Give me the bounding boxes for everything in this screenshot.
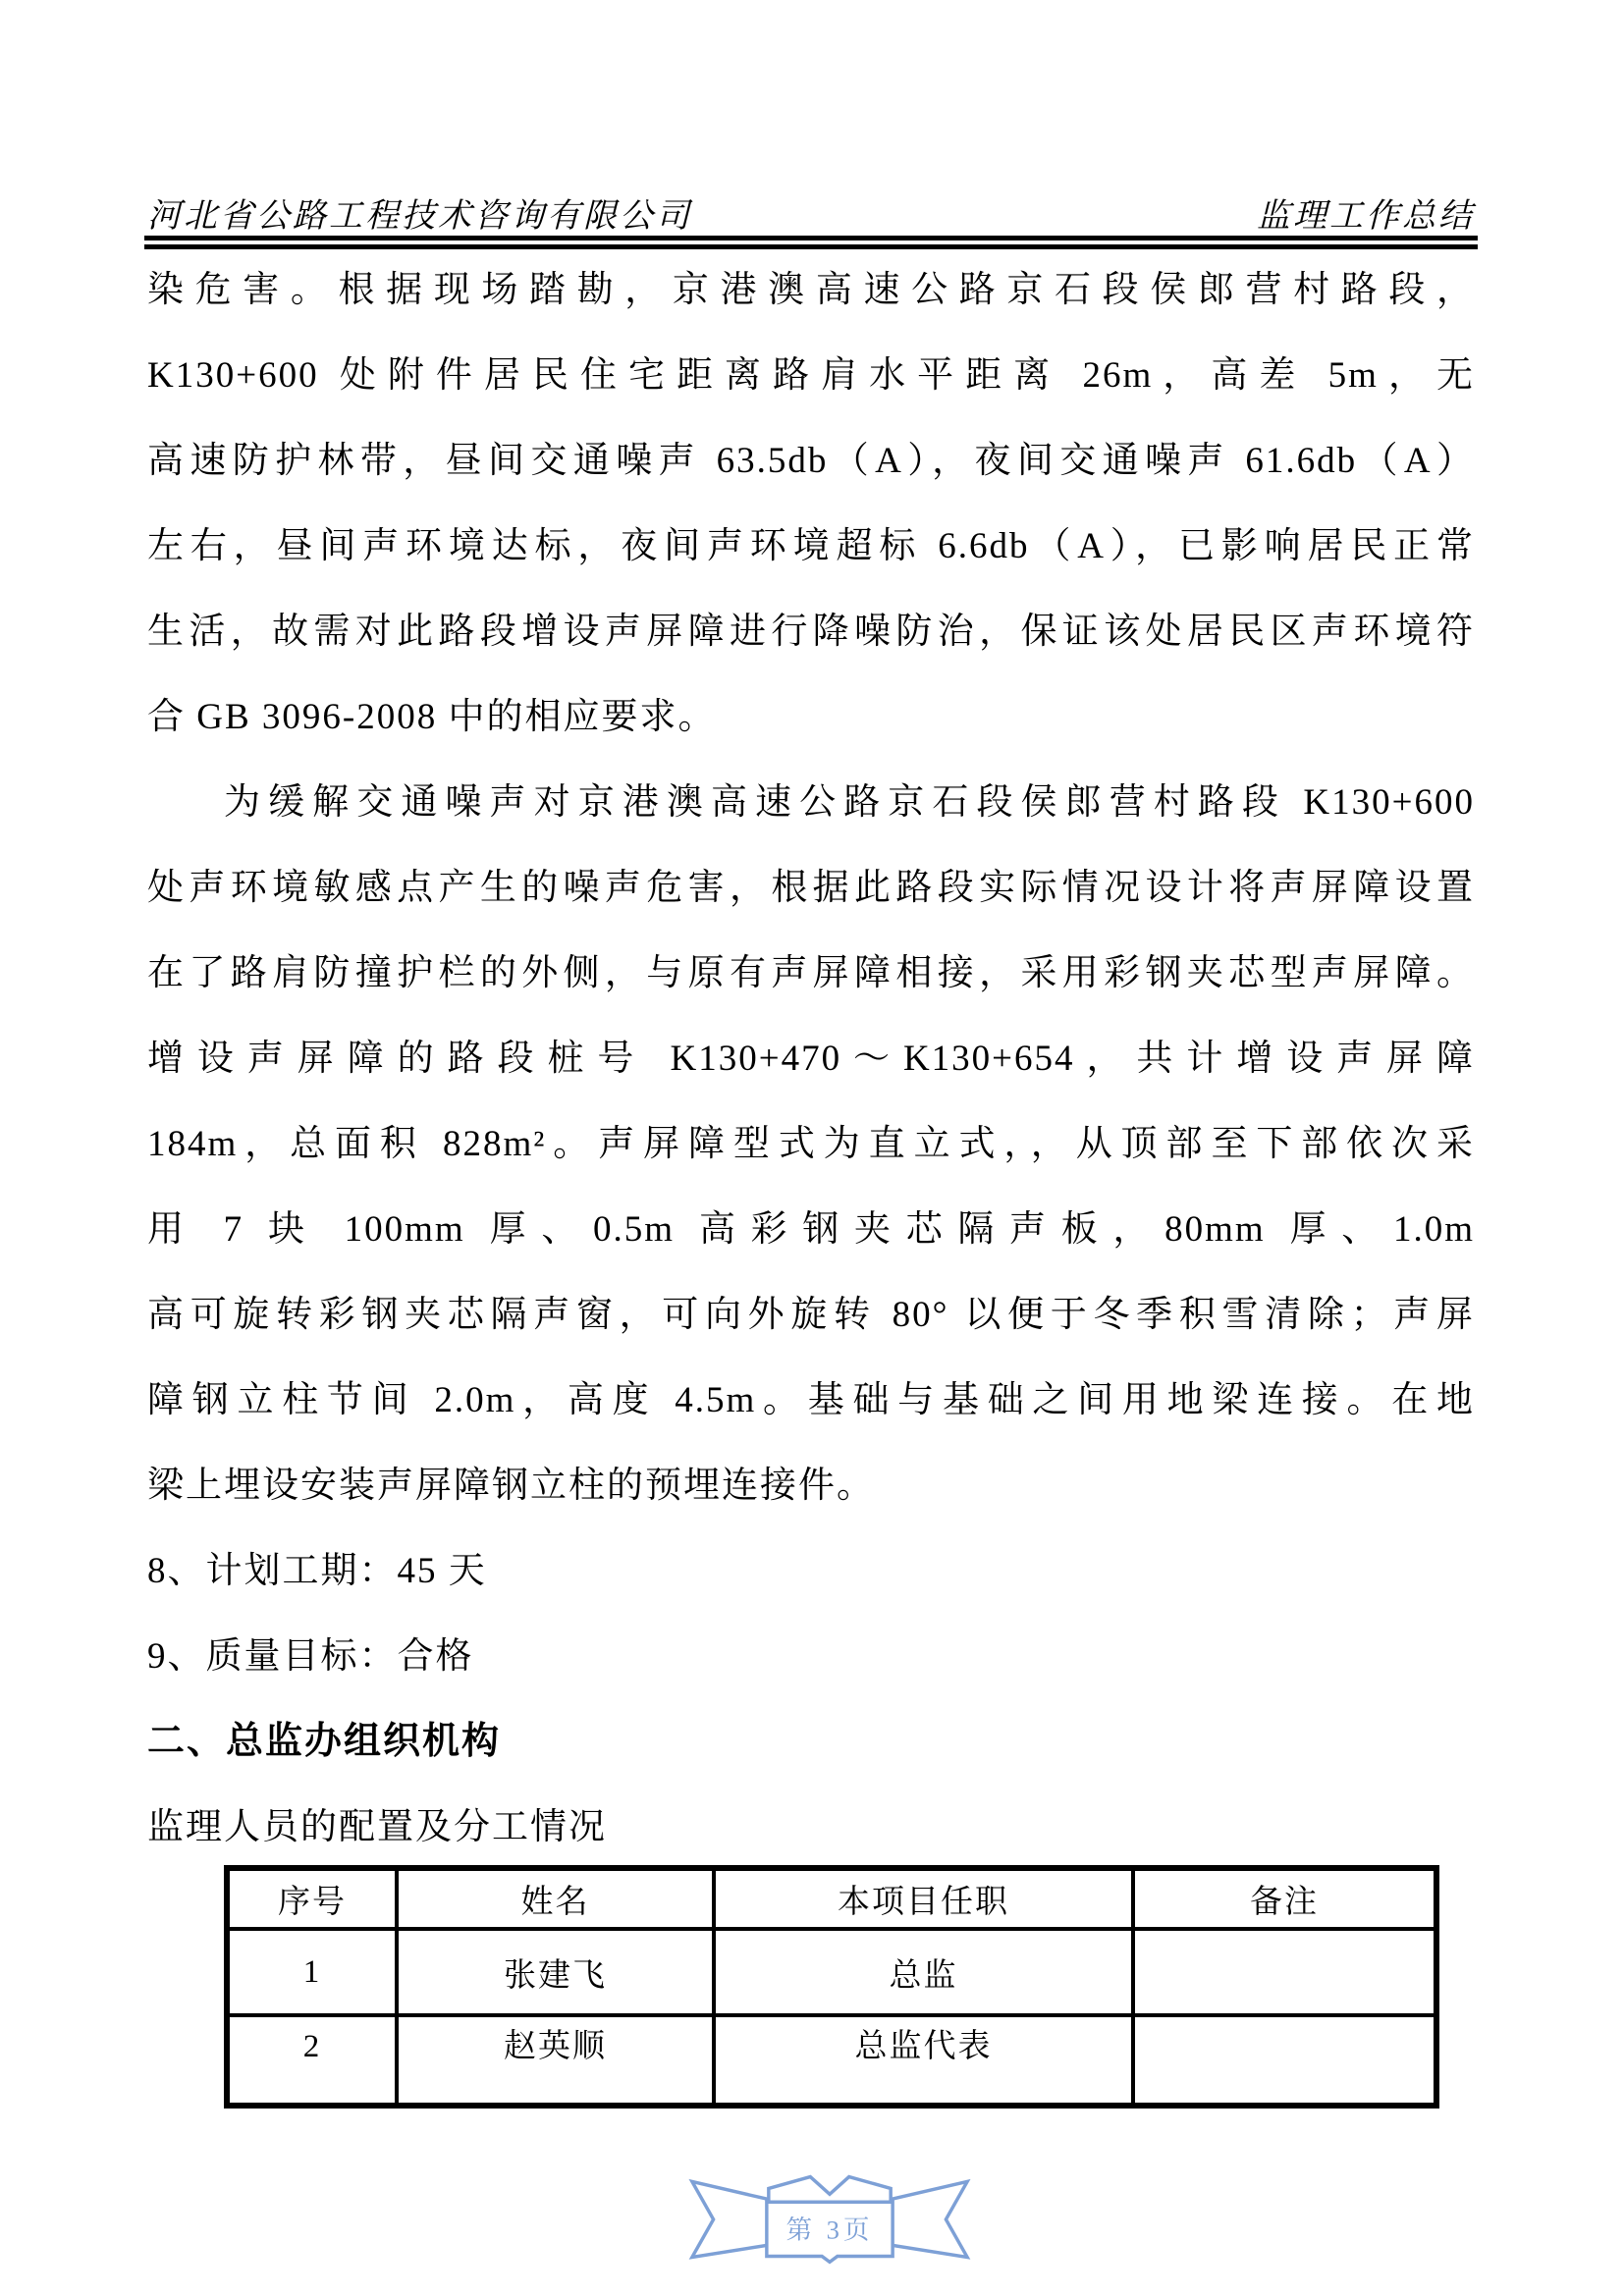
body-line: 184m，总面积 828m²。声屏障型式为直立式，，从顶部至下部依次采 bbox=[147, 1124, 1475, 1164]
table-cell: 2 bbox=[227, 2015, 397, 2106]
item-planned-duration: 8、计划工期：45 天 bbox=[147, 1551, 487, 1591]
ribbon-banner-icon bbox=[684, 2167, 975, 2268]
section-subtitle: 监理人员的配置及分工情况 bbox=[147, 1807, 607, 1847]
page-number-label: 第 3页 bbox=[785, 2215, 874, 2245]
ribbon-right-tail bbox=[888, 2181, 967, 2257]
page-header bbox=[147, 188, 1475, 237]
table-header-cell: 姓名 bbox=[397, 1868, 714, 1929]
table-cell: 张建飞 bbox=[397, 1929, 714, 2015]
body-line: 梁上埋设安装声屏障钢立柱的预埋连接件。 bbox=[147, 1466, 875, 1506]
table-cell bbox=[1133, 2015, 1436, 2106]
body-line: K130+600 处附件居民住宅距离路肩水平距离 26m，高差 5m，无 bbox=[147, 355, 1475, 396]
body-line: 合 GB 3096-2008 中的相应要求。 bbox=[147, 697, 717, 737]
staff-table-container bbox=[224, 1865, 1439, 2109]
table-cell: 1 bbox=[227, 1929, 397, 2015]
body-line: 高速防护林带，昼间交通噪声 63.5db（A），夜间交通噪声 61.6db（A） bbox=[147, 441, 1475, 481]
table-header-cell: 本项目任职 bbox=[714, 1868, 1133, 1929]
page-number-ribbon bbox=[684, 2167, 975, 2268]
body-text bbox=[147, 247, 1475, 1870]
table-header-row bbox=[227, 1868, 1436, 1929]
company-name: 河北省公路工程技术咨询有限公司 bbox=[147, 198, 692, 235]
table-cell: 总监 bbox=[714, 1929, 1133, 2015]
body-line: 障钢立柱节间 2.0m，高度 4.5m。基础与基础之间用地梁连接。在地 bbox=[147, 1380, 1475, 1420]
body-line: 在了路肩防撞护栏的外侧，与原有声屏障相接，采用彩钢夹芯型声屏障。 bbox=[147, 953, 1475, 993]
table-header-cell: 备注 bbox=[1133, 1868, 1436, 1929]
body-line: 生活，故需对此路段增设声屏障进行降噪防治，保证该处居民区声环境符 bbox=[147, 612, 1475, 652]
body-line: 高可旋转彩钢夹芯隔声窗，可向外旋转 80° 以便于冬季积雪清除；声屏 bbox=[147, 1295, 1475, 1335]
body-line: 增设声屏障的路段桩号 K130+470～K130+654，共计增设声屏障 bbox=[147, 1039, 1475, 1079]
doc-title: 监理工作总结 bbox=[1257, 198, 1475, 235]
body-line: 染危害。根据现场踏勘，京港澳高速公路京石段侯郎营村路段， bbox=[147, 270, 1475, 310]
item-quality-target: 9、质量目标：合格 bbox=[147, 1636, 474, 1677]
table-cell: 总监代表 bbox=[714, 2015, 1133, 2106]
ribbon-left-tail bbox=[692, 2181, 772, 2257]
table-row bbox=[227, 2015, 1436, 2106]
body-line: 处声环境敏感点产生的噪声危害，根据此路段实际情况设计将声屏障设置 bbox=[147, 868, 1475, 908]
body-line: 左右，昼间声环境达标，夜间声环境超标 6.6db（A），已影响居民正常 bbox=[147, 526, 1475, 566]
staff-table bbox=[224, 1865, 1439, 2109]
table-header-cell: 序号 bbox=[227, 1868, 397, 1929]
section-heading: 二、总监办组织机构 bbox=[147, 1721, 502, 1762]
body-line: 用 7 块 100mm 厚、0.5m 高彩钢夹芯隔声板，80mm 厚、1.0m bbox=[147, 1209, 1475, 1250]
table-row bbox=[227, 1929, 1436, 2015]
table-cell: 赵英顺 bbox=[397, 2015, 714, 2106]
table-cell bbox=[1133, 1929, 1436, 2015]
body-line: 为缓解交通噪声对京港澳高速公路京石段侯郎营村路段 K130+600 bbox=[224, 782, 1475, 823]
